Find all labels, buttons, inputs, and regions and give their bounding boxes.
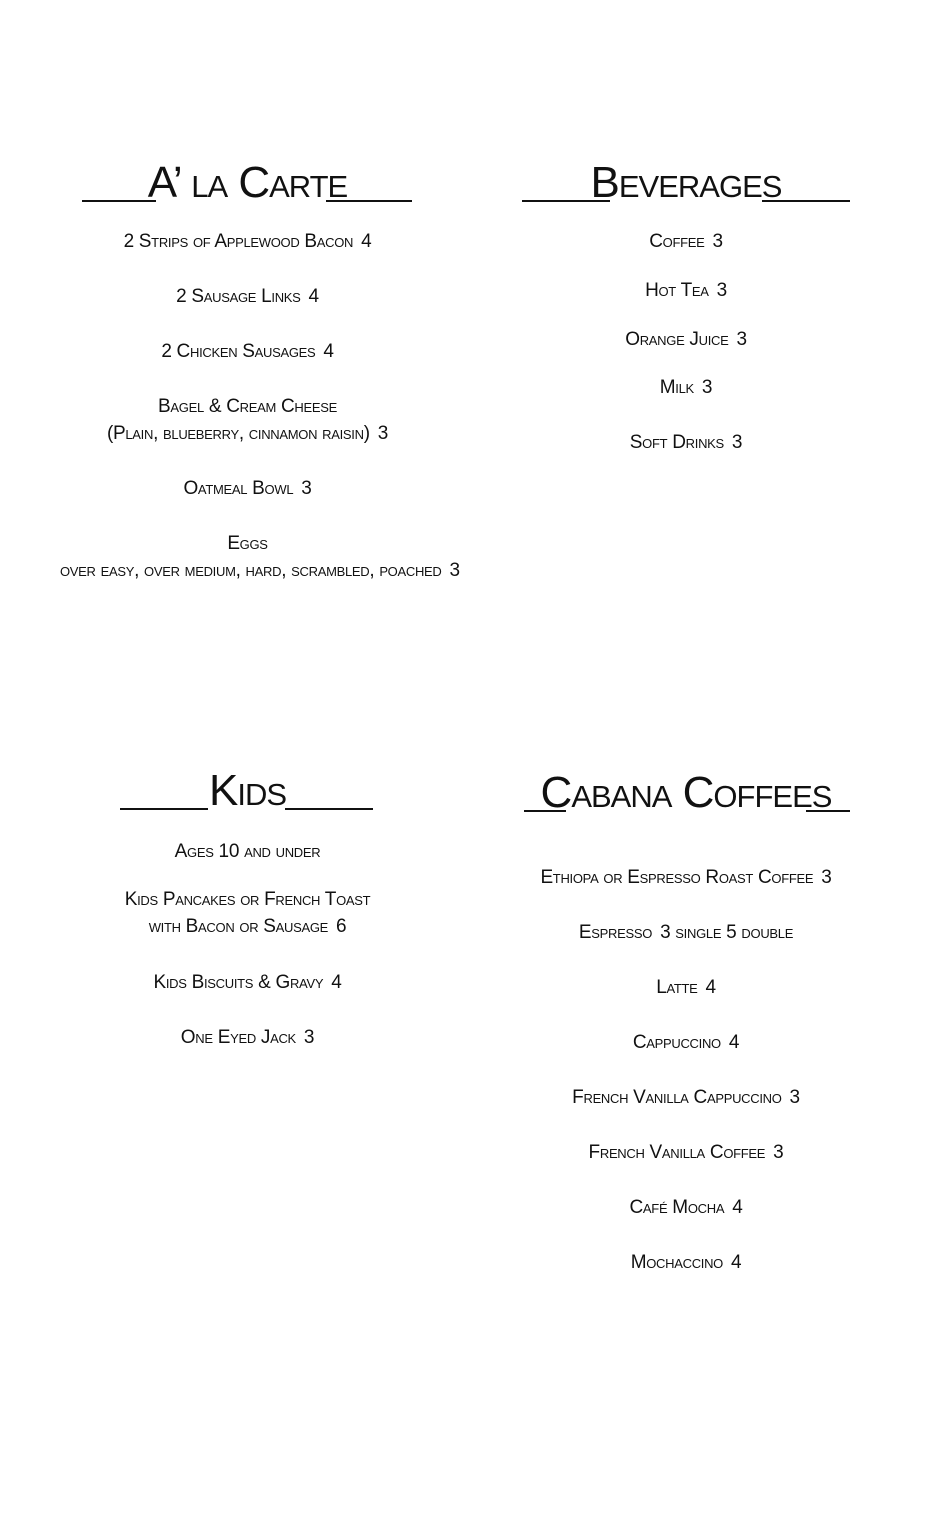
item-price: 3 [731,432,743,453]
menu-item [500,1139,872,1166]
item-price: 4 [308,286,319,307]
item-price: 3 [303,1027,315,1048]
a-la-carte-title: A’ la Carte [147,158,348,207]
item-price: 3 [449,560,460,581]
item-name: Eggs [227,533,268,554]
menu-item [500,1029,872,1056]
item-name: One Eyed Jack [180,1027,296,1048]
menu-item [500,1084,872,1111]
item-price: 3 single 5 double [660,922,794,943]
cabana-coffees-section [500,760,872,1290]
item-price: 4 [705,977,716,998]
a-la-carte-section [60,150,460,610]
item-price: 3 [712,231,723,252]
item-name: Coffee [649,231,705,252]
item-name: Oatmeal Bowl [183,478,294,499]
item-price: 4 [728,1032,740,1053]
menu-item [500,864,872,891]
cabana-coffees-title: Cabana Coffees [540,768,832,817]
item-name: Mochaccino [630,1252,723,1273]
item-price: 3 [736,329,747,350]
menu-item [500,429,872,456]
menu-item [60,1024,435,1051]
menu-item [60,338,435,365]
menu-item [60,475,435,502]
item-price: 3 [377,423,389,444]
item-price: 4 [323,341,334,362]
menu-item [500,1249,872,1276]
item-name: Milk [659,377,694,398]
menu-item [60,886,435,940]
menu-item [500,326,872,353]
item-price: 6 [336,916,347,937]
menu-item [500,919,872,946]
item-name: Orange Juice [625,329,729,350]
item-name: Ages 10 and under [174,841,321,862]
item-name: 2 Strips of Applewood Bacon [123,231,354,252]
item-price: 3 [789,1087,800,1108]
item-name: Latte [656,977,698,998]
item-name: French Vanilla Cappuccino [572,1087,782,1108]
kids-section [60,760,435,1060]
item-name: Ethiopa or Espresso Roast Coffee [540,867,814,888]
menu-item [60,283,435,310]
item-detail: with Bacon or Sausage [148,916,329,937]
kids-title: Kids [208,766,287,815]
menu-item [60,838,435,865]
menu-item [60,530,460,584]
item-name: 2 Sausage Links [176,286,301,307]
item-name: Café Mocha [629,1197,725,1218]
item-price: 3 [773,1142,784,1163]
item-price: 3 [701,377,713,398]
item-price: 3 [821,867,832,888]
item-price: 4 [361,231,372,252]
item-name: Espresso [578,922,653,943]
item-name: Kids Pancakes or French Toast [124,889,371,910]
menu-item [500,228,872,255]
item-name: Kids Biscuits & Gravy [153,972,324,993]
menu-item [500,1194,872,1221]
item-name: Soft Drinks [629,432,724,453]
menu-item [60,393,435,447]
item-name: Bagel & Cream Cheese [158,396,337,417]
item-detail: (Plain, blueberry, cinnamon raisin) [106,423,370,444]
item-price: 4 [331,972,342,993]
item-price: 4 [731,1252,742,1273]
menu-item [500,974,872,1001]
item-price: 3 [301,478,312,499]
item-name: 2 Chicken Sausages [161,341,316,362]
item-name: Hot Tea [645,280,709,301]
menu-item [60,969,435,996]
item-detail: over easy, over medium, hard, scrambled, poached [60,560,442,581]
item-price: 3 [716,280,727,301]
item-name: French Vanilla Coffee [588,1142,766,1163]
beverages-title: Beverages [590,158,782,207]
menu-item [500,374,872,401]
item-price: 4 [732,1197,743,1218]
item-name: Cappuccino [632,1032,721,1053]
menu-item [60,228,435,255]
menu-item [500,277,872,304]
beverages-section [500,150,872,470]
